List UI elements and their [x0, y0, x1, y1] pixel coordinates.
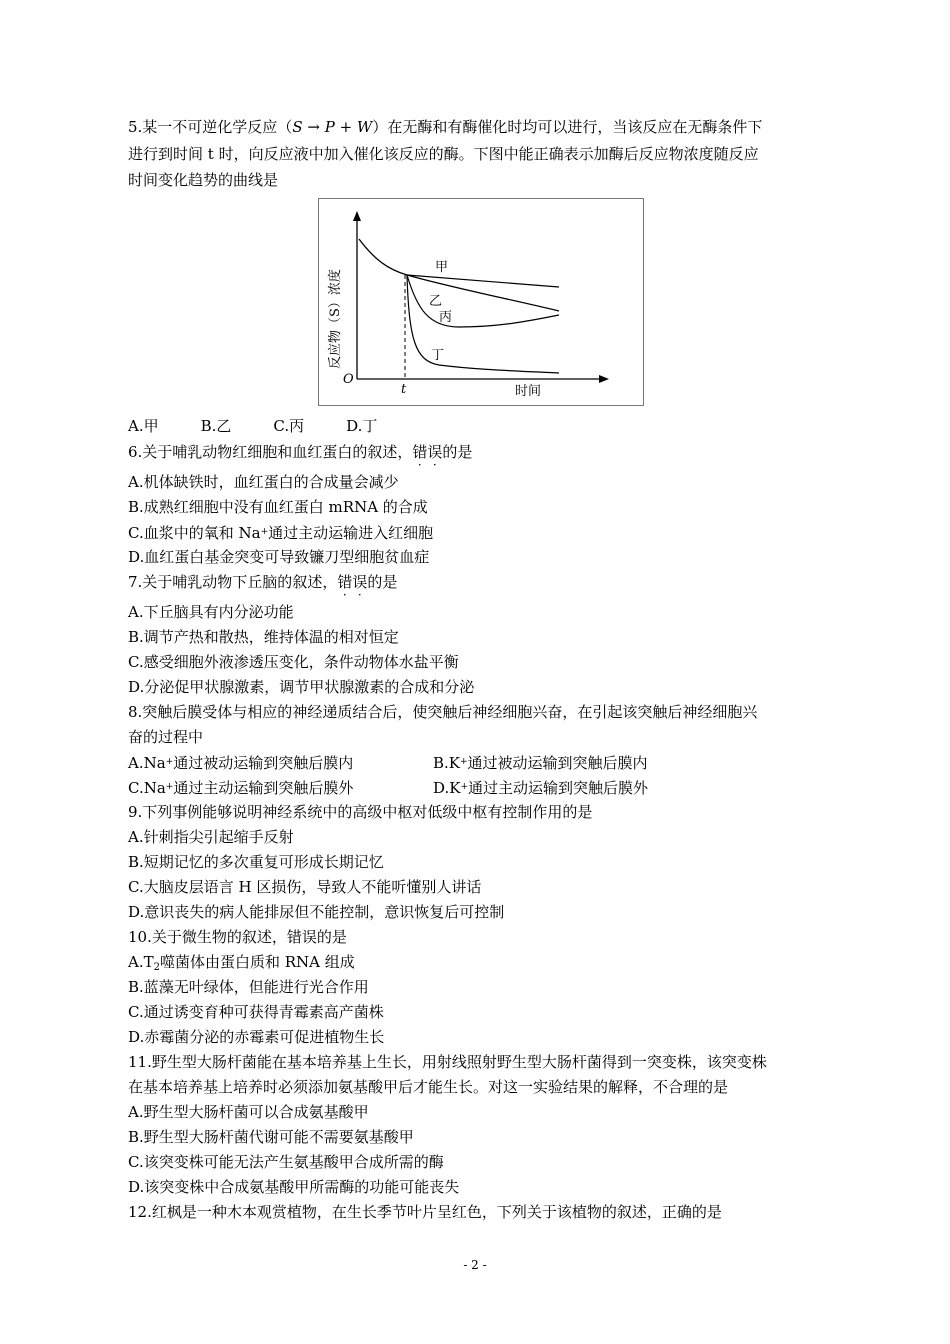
q10-option-a-sub: 2: [153, 962, 160, 973]
q8-option-a-text: 通过被动运输到突触后膜内: [173, 754, 354, 772]
q10-option-b[interactable]: B.蓝藻无叶绿体，但能进行光合作用: [128, 978, 369, 996]
q7-stem-part: 7.关于哺乳动物下丘脑的叙述，: [128, 573, 338, 591]
x-axis-arrow-icon: [599, 375, 609, 383]
q8-option-b-text: B.K: [433, 754, 460, 772]
q7-stem: [128, 572, 397, 592]
q7-stem-part: 的是: [367, 573, 398, 591]
q5-option-d[interactable]: D.丁: [346, 417, 378, 435]
q7-stem-emphasis: 错: [337, 573, 353, 591]
q5-stem-part: ）在无酶和有酶催化时均可以进行，当该反应在无酶条件下: [372, 118, 763, 136]
q7-option-b[interactable]: B.调节产热和散热，维持体温的相对恒定: [128, 628, 399, 646]
q8-option-c[interactable]: [128, 779, 353, 797]
q8-option-c-sup: +: [165, 782, 174, 792]
concentration-graph: [319, 199, 643, 405]
q8-options-row1: [128, 752, 648, 773]
q10-option-a[interactable]: [128, 952, 355, 978]
q9-option-a[interactable]: A.针刺指尖引起缩手反射: [128, 828, 294, 846]
q6-stem-part: 的是: [442, 443, 473, 461]
q7-stem-emphasis: 误: [352, 573, 368, 591]
q5-options: [128, 416, 419, 436]
q9-option-c[interactable]: C.大脑皮层语言 H 区损伤，导致人不能听懂别人讲话: [128, 878, 482, 896]
t-label: t: [401, 382, 407, 397]
q6-option-b[interactable]: B.成熟红细胞中没有血红蛋白 mRNA 的合成: [128, 498, 428, 516]
q7-option-c[interactable]: C.感受细胞外液渗透压变化，条件动物体水盐平衡: [128, 653, 459, 671]
q12-stem: 12.红枫是一种木本观赏植物，在生长季节叶片呈红色，下列关于该植物的叙述，正确的是: [128, 1203, 722, 1221]
q6-stem-emphasis: 误: [427, 443, 443, 461]
q5-option-a[interactable]: A.甲: [128, 417, 159, 435]
reaction-concentration-figure: [318, 198, 644, 406]
q8-option-a[interactable]: [128, 754, 353, 772]
y-axis-arrow-icon: [353, 211, 361, 221]
q8-stem-line2: 奋的过程中: [128, 728, 204, 746]
q9-option-d[interactable]: D.意识丧失的病人能排尿但不能控制，意识恢复后可控制: [128, 903, 505, 921]
q5-formula: S → P + W: [292, 118, 373, 136]
q8-option-d-sup: +: [460, 782, 469, 792]
q8-options-row2: [128, 777, 649, 798]
q11-option-b[interactable]: B.野生型大肠杆菌代谢可能不需要氨基酸甲: [128, 1128, 414, 1146]
q7-option-d[interactable]: D.分泌促甲状腺激素，调节甲状腺激素的合成和分泌: [128, 678, 475, 696]
q11-option-a[interactable]: A.野生型大肠杆菌可以合成氨基酸甲: [128, 1103, 369, 1121]
q11-option-c[interactable]: C.该突变株可能无法产生氨基酸甲合成所需的酶: [128, 1153, 444, 1171]
curve-label-bing: 丙: [439, 310, 453, 325]
q8-option-a-text: A.Na: [128, 754, 166, 772]
q6-stem: [128, 442, 472, 462]
x-axis-label: 时间: [515, 384, 542, 399]
q5-stem-line2: 进行到时间 t 时，向反应液中加入催化该反应的酶。下图中能正确表示加酶后反应物浓度随反应: [128, 145, 759, 163]
q8-option-b[interactable]: [433, 752, 648, 773]
q11-stem-line2: 在基本培养基上培养时必须添加氨基酸甲后才能生长。对这一实验结果的解释，不合理的是: [128, 1078, 729, 1096]
q10-option-a-text: A.T: [128, 953, 154, 971]
curve-ding: [407, 275, 559, 373]
q6-stem-part: 6.关于哺乳动物红细胞和血红蛋白的叙述，: [128, 443, 413, 461]
q11-option-d[interactable]: D.该突变株中合成氨基酸甲所需酶的功能可能丧失: [128, 1178, 460, 1196]
q6-option-c-text: 通过主动运输进入红细胞: [268, 524, 434, 542]
q6-option-c-sup: +: [260, 527, 269, 537]
q10-stem: 10.关于微生物的叙述，错误的是: [128, 928, 347, 946]
q10-option-a-text: 噬菌体由蛋白质和 RNA 组成: [159, 953, 355, 971]
q10-option-c[interactable]: C.通过诱变育种可获得青霉素高产菌株: [128, 1003, 384, 1021]
q8-option-d-text: D.K: [433, 779, 461, 797]
origin-label: O: [343, 372, 354, 387]
q6-stem-emphasis: 错: [412, 443, 428, 461]
q5-stem-line3: 时间变化趋势的曲线是: [128, 171, 279, 189]
q7-option-a[interactable]: A.下丘脑具有内分泌功能: [128, 603, 294, 621]
q9-stem: 9.下列事例能够说明神经系统中的高级中枢对低级中枢有控制作用的是: [128, 803, 593, 821]
q8-option-c-text: 通过主动运输到突触后膜外: [173, 779, 354, 797]
q5-stem-line1: [128, 117, 762, 137]
q8-option-b-sup: +: [460, 757, 468, 767]
q8-option-c-text: C.Na: [128, 779, 166, 797]
curve-before-enzyme: [359, 239, 407, 275]
y-axis-label: 反应物（S）浓度: [328, 269, 343, 369]
q10-option-d[interactable]: D.赤霉菌分泌的赤霉素可促进植物生长: [128, 1028, 385, 1046]
q8-option-d-text: 通过主动运输到突触后膜外: [468, 779, 649, 797]
q9-option-b[interactable]: B.短期记忆的多次重复可形成长期记忆: [128, 853, 384, 871]
page-number: - 2 -: [463, 1258, 487, 1272]
q6-option-c-text: C.血浆中的氧和 Na: [128, 524, 261, 542]
q6-option-d[interactable]: D.血红蛋白基金突变可导致镰刀型细胞贫血症: [128, 548, 430, 566]
q6-option-a[interactable]: A.机体缺铁时，血红蛋白的合成量会减少: [128, 473, 399, 491]
q5-option-b[interactable]: B.乙: [200, 417, 232, 435]
q6-option-c[interactable]: [128, 522, 433, 543]
q5-stem-part: 5.某一不可逆化学反应（: [128, 118, 293, 136]
q8-option-a-sup: +: [165, 757, 174, 767]
curve-label-yi: 乙: [429, 294, 443, 309]
q5-option-c[interactable]: C.丙: [273, 417, 305, 435]
curve-label-ding: 丁: [431, 348, 445, 363]
q8-option-d[interactable]: [433, 777, 648, 798]
curve-label-jia: 甲: [435, 260, 449, 275]
q8-stem-line1: 8.突触后膜受体与相应的神经递质结合后，使突触后神经细胞兴奋，在引起该突触后神经细胞兴: [128, 703, 758, 721]
q11-stem-line1: 11.野生型大肠杆菌能在基本培养基上生长，用射线照射野生型大肠杆菌得到一突变株，该突变株: [128, 1053, 767, 1071]
q8-option-b-text: 通过被动运输到突触后膜内: [467, 754, 648, 772]
